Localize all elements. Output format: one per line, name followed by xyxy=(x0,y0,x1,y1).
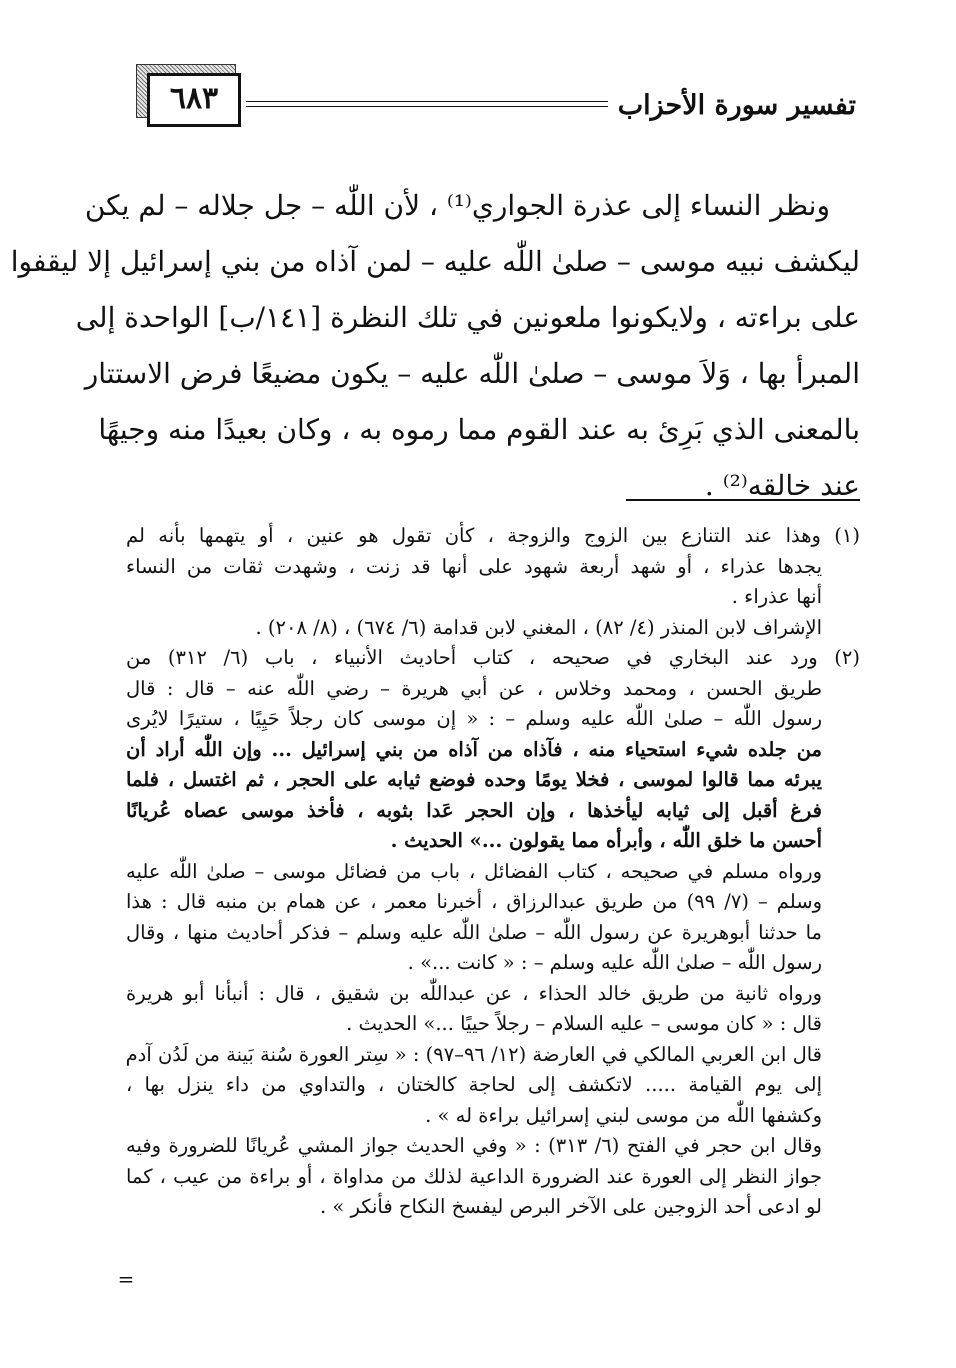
footnote-line: ما حدثنا أبوهريرة عن رسول اللّٰه – صلىٰ اللّٰه عليه وسلم – فذكر أحاديث منها ، وقال xyxy=(126,920,822,944)
footnote-line: إلى يوم القيامة ..... لاتكشف إلى لحاجة كالختان ، والتداوي من داء ينزل بها ، xyxy=(126,1073,822,1096)
main-text-line: ونظر النساء إلى عذرة الجواري⁽¹⁾ ، لأن اللّٰه – جل جلاله – لم يكن xyxy=(84,189,830,222)
footnotes xyxy=(126,521,860,1223)
main-text-line: المبرأ بها ، وَلاَ موسى – صلىٰ اللّٰه عليه – يكون مضيعًا فرض الاستتار xyxy=(84,357,860,390)
footnote-line: قال : « كان موسى – عليه السلام – رجلاً حييًا ...» الحديث . xyxy=(346,1012,822,1035)
footnote-line: ورواه ثانية من طريق خالد الحذاء ، عن عبداللّٰه بن شقيق ، قال : أنبأنا أبو هريرة xyxy=(126,981,822,1005)
footnote-line: رسول اللّٰه – صلىٰ اللّٰه عليه وسلم – : « كانت ...» . xyxy=(407,951,822,974)
main-text xyxy=(10,178,860,514)
footnote-line: (١) وهذا عند التنازع بين الزوج والزوجة ، كأن تقول هو عنين ، أو يتهمها بأنه لم xyxy=(126,524,860,547)
footnote-line: أحسن ما خلق اللّٰه ، وأبرأه مما يقولون ...» الحديث . xyxy=(390,829,822,852)
main-text-line: ليكشف نبيه موسى – صلىٰ اللّٰه عليه – لمن آذاه من بني إسرائيل إلا ليقفوا xyxy=(10,245,860,278)
footnote-line: وكشفها اللّٰه من موسى لبني إسرائيل براءة له » . xyxy=(425,1103,822,1127)
footnote-line: يجدها عذراء ، أو شهد أربعة شهود على أنها قد زنت ، وشهدت ثقات من النساء xyxy=(126,554,822,578)
footnote-line: لو ادعى أحد الزوجين على الآخر البرص ليفسخ النكاح فأنكر » . xyxy=(319,1195,822,1218)
footnote-line: طريق الحسن ، ومحمد وخلاس ، عن أبي هريرة – رضي اللّٰه عنه – قال : قال xyxy=(126,676,822,700)
continuation-mark: = xyxy=(117,1267,135,1291)
footnote-line: يبرئه مما قالوا لموسى ، فخلا يومًا وحده فوضع ثيابه على الحجر ، ثم اغتسل ، فلما xyxy=(126,768,822,791)
footnote-line: رسول اللّٰه – صلىٰ اللّٰه عليه وسلم – : « إن موسى كان رجلاً حَيِيًا ، ستيرًا لايُرى xyxy=(126,707,822,730)
footnote-line: أنها عذراء . xyxy=(731,585,822,608)
footnote-line: وسلم – (٧/ ٩٩) من طريق عبدالرزاق ، أخبرنا معمر ، عن همام بن منبه قال : هذا xyxy=(126,890,822,913)
footnote-line: قال ابن العربي المالكي في العارضة (١٢/ ٩٦–٩٧) : « سِتر العورة سُنة بَينة من لَدُن آدم xyxy=(125,1042,822,1066)
footnote-line: ورواه مسلم في صحيحه ، كتاب الفضائل ، باب من فضائل موسى – صلىٰ اللّٰه عليه xyxy=(126,859,822,883)
main-text-line: بالمعنى الذي بَرِئ به عند القوم مما رموه به ، وكان بعيدًا منه وجيهًا xyxy=(98,413,860,446)
footnote-line: فرغ أقبل إلى ثيابه ليأخذها ، وإن الحجر عَدا بثوبه ، فأخذ موسى عصاه عُريانًا xyxy=(126,798,822,822)
footnote-line: جواز النظر إلى العورة عند الضرورة الداعية لذلك من مداواة ، أو براءة من عيب ، كما xyxy=(126,1164,822,1188)
footnote-separator xyxy=(626,499,860,501)
header-double-rule xyxy=(246,101,608,107)
footnote-line: (٢) ورد عند البخاري في صحيحه ، كتاب أحاديث الأنبياء ، باب (٦/ ٣١٢) من xyxy=(126,646,860,669)
running-header-title: تفسير سورة الأحزاب xyxy=(617,90,856,121)
footnote-line: الإشراف لابن المنذر (٤/ ٨٢) ، المغني لابن قدامة (٦/ ٦٧٤) ، (٨/ ٢٠٨) . xyxy=(255,615,822,639)
footnote-line: وقال ابن حجر في الفتح (٦/ ٣١٣) : « وفي الحديث جواز المشي عُريانًا للضرورة وفيه xyxy=(126,1134,822,1157)
footnote-line: من جلده شيء استحياء منه ، فآذاه من آذاه من بني إسرائيل ... وإن اللّٰه أراد أن xyxy=(126,737,822,761)
main-text-line: عند خالقه⁽²⁾ . xyxy=(704,469,860,502)
page-number: ٦٨٣ xyxy=(147,73,241,127)
main-text-line: على براءته ، ولايكونوا ملعونين في تلك النظرة [١٤١/ب] الواحدة إلى xyxy=(75,301,860,334)
